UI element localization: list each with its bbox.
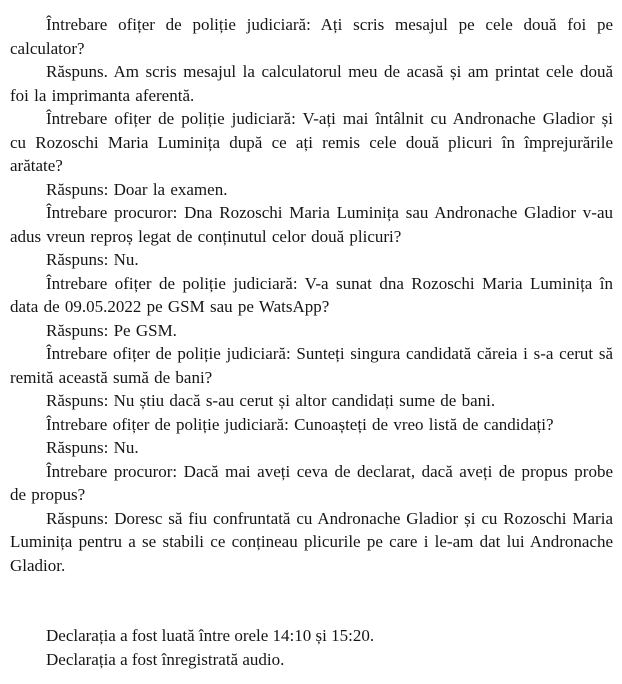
- answer-paragraph: Răspuns. Am scris mesajul la calculatorul meu de acasă și am printat cele două foi la imprimanta aferentă.: [10, 62, 613, 105]
- question-paragraph: Întrebare ofițer de poliție judiciară: V-ați mai întâlnit cu Andronache Gladior și cu Rozoschi Maria Luminița după ce ați remis cele două plicuri în împrejurările arătate?: [10, 109, 613, 175]
- question-paragraph: Întrebare ofițer de poliție judiciară: V-a sunat dna Rozoschi Maria Luminița în data de 09.05.2022 pe GSM sau pe WatsApp?: [10, 273, 613, 316]
- closing-note-time: Declarația a fost luată între orele 14:10 și 15:20.: [46, 626, 375, 645]
- answer-paragraph: Răspuns: Nu.: [46, 438, 139, 457]
- answer-paragraph: Răspuns: Pe GSM.: [46, 320, 177, 340]
- answer-paragraph: Răspuns: Nu știu dacă s-au cerut și altor candidați sume de bani.: [46, 391, 496, 410]
- statement-transcript: [10, 13, 613, 577]
- closing-note-audio: Declarația a fost înregistrată audio.: [46, 649, 285, 669]
- answer-paragraph: Răspuns: Doresc să fiu confruntată cu Andronache Gladior și cu Rozoschi Maria Luminița pentru a se stabili ce conțineau plicurile pe care i le-am dat lui Andronache Gladior.: [10, 508, 613, 575]
- answer-paragraph: Răspuns: Nu.: [46, 250, 139, 269]
- answer-paragraph: Răspuns: Doar la examen.: [46, 179, 228, 199]
- question-paragraph: Întrebare ofițer de poliție judiciară: Sunteți singura candidată căreia i s-a cerut să remită această sumă de bani?: [10, 344, 613, 387]
- question-paragraph: Întrebare ofițer de poliție judiciară: Ați scris mesajul pe cele două foi pe calculator?: [10, 15, 613, 58]
- question-paragraph: Întrebare procuror: Dna Rozoschi Maria Luminița sau Andronache Gladior v-au adus vreun reproș legat de conținutul celor două plicuri?: [10, 203, 613, 246]
- question-paragraph: Întrebare procuror: Dacă mai aveți ceva de declarat, dacă aveți de propus probe de propus?: [10, 461, 613, 504]
- question-paragraph: Întrebare ofițer de poliție judiciară: Cunoașteți de vreo listă de candidați?: [46, 414, 554, 434]
- statement-closing-notes: [10, 624, 613, 671]
